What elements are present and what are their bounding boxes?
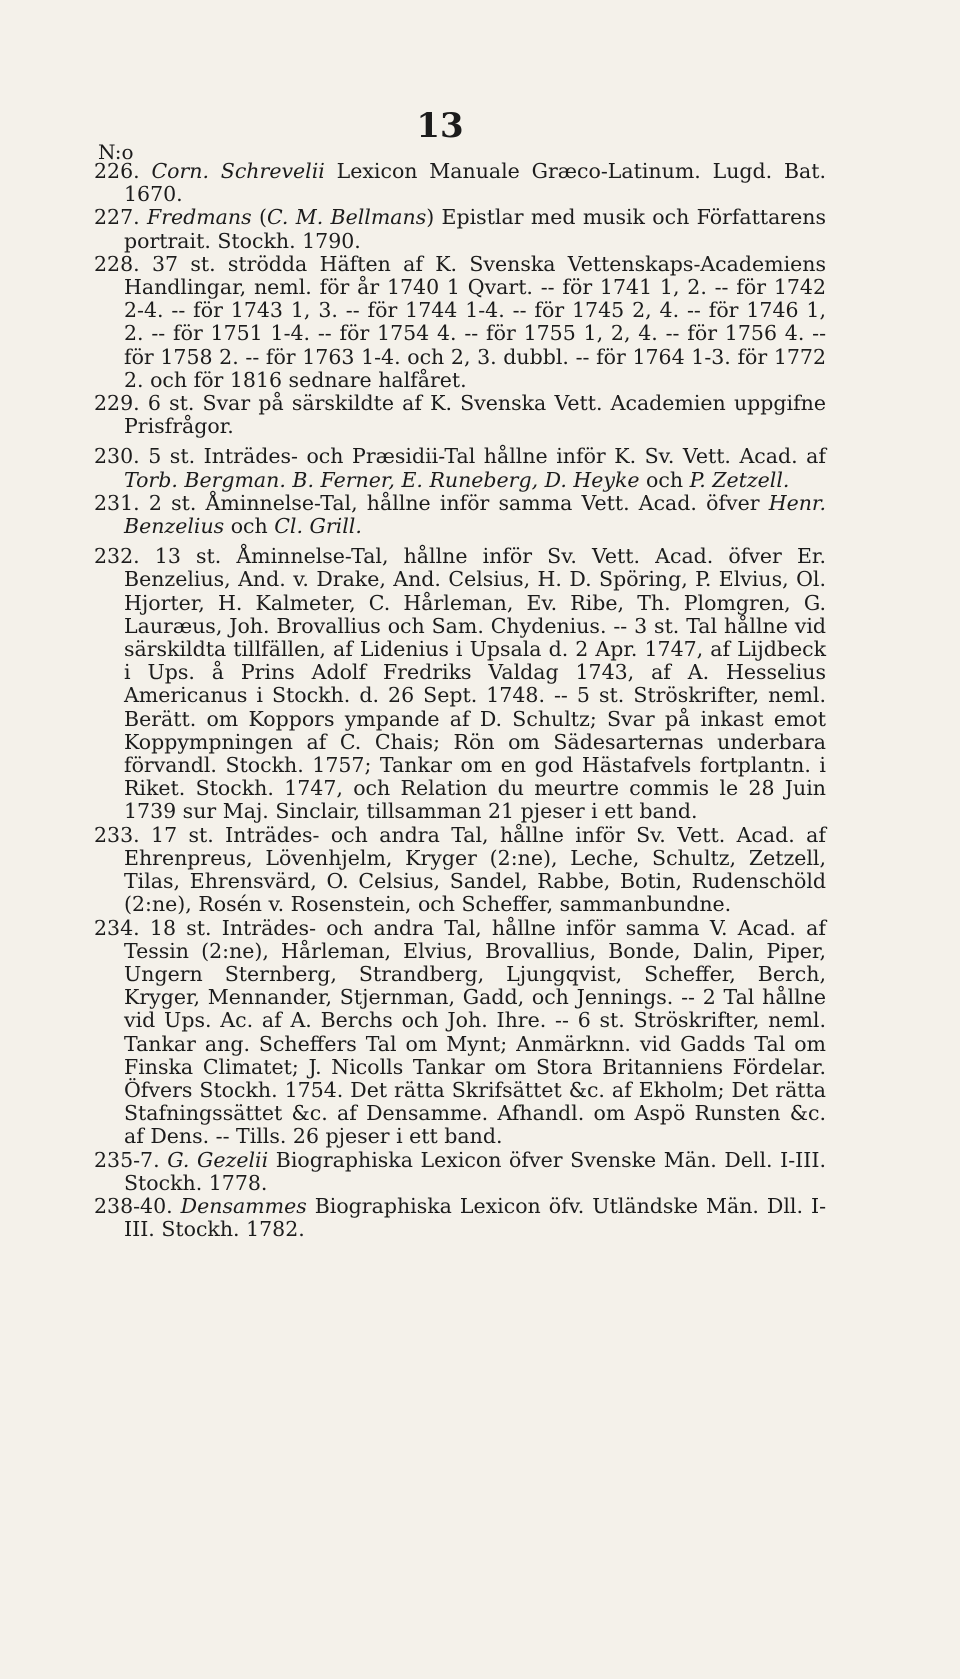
catalogue-entry <box>94 1195 826 1241</box>
entry-text-italic: P. Zetzell. <box>689 467 790 492</box>
entry-text: Biographiska Lexicon öfver Svenske Män. Dell. I-III. Stockh. 1778. <box>124 1147 826 1195</box>
page-number: 13 <box>416 106 464 146</box>
entry-number: 238-40. <box>94 1193 173 1218</box>
entry-number: 231. <box>94 490 140 515</box>
entry-text: 18 st. Inträdes- och andra Tal, hållne inför samma V. Acad. af Tessin (2:ne), Hårleman, Elvius, Brovallius, Bonde, Dalin, Piper, Ungern Sternberg, Strandberg, Ljungqvist, Scheffer, Berch, Kryger, Mennander, Stjernman, Gadd, och Jennings. -- 2 Tal hållne vid Ups. Ac. af A. Berchs och Joh. Ihre. -- 6 st. Ströskrifter, neml. Tankar ang. Scheffers Tal om Mynt; Anmärknn. vid Gadds Tal om Finska Climatet; J. Nicolls Tankar om Stora Britanniens Fördelar. Öfvers Stockh. 1754. Det rätta Skrifsättet &c. af Ekholm; Det rätta Stafningssättet &c. af Densamme. Afhandl. om Aspö Runsten &c. af Dens. -- Tills. 26 pjeser i ett band. <box>124 915 826 1149</box>
entry-number: 229. <box>94 391 140 416</box>
catalogue-entry <box>94 445 826 491</box>
catalogue-entry <box>94 824 826 917</box>
entry-text: ( <box>251 205 267 230</box>
entry-text: och <box>224 514 275 539</box>
entry-text: 13 st. Åminnelse-Tal, hållne inför Sv. Vett. Acad. öfver Er. Benzelius, And. v. Drake, And. Celsius, H. D. Spöring, P. Elvius, Ol. Hjorter, H. Kalmeter, C. Hårleman, Ev. Ribe, Th. Plomgren, G. Lauræus, Joh. Brovallius och Sam. Chydenius. -- 3 st. Tal hållne vid särskildta tillfällen, af Lidenius i Upsala d. 2 Apr. 1747, af Lijdbeck i Ups. å Prins Adolf Fredriks Valdag 1743, af A. Hesselius Americanus i Stockh. d. 26 Sept. 1748. -- 5 st. Ströskrifter, neml. Berätt. om Koppors ympande af D. Schultz; Svar på inkast emot Koppympningen af C. Chais; Rön om Sädesarternas underbara förvandl. Stockh. 1757; Tankar om en god Hästafvels fortplantn. i Riket. Stockh. 1747, och Relation du meurtre commis le 28 Juin 1739 sur Maj. Sinclair, tillsamman 21 pjeser i ett band. <box>124 544 826 824</box>
entry-text: 17 st. Inträdes- och andra Tal, hållne inför Sv. Vett. Acad. af Ehrenpreus, Lövenhjelm, Kryger (2:ne), Leche, Schultz, Zetzell, Tilas, Ehrensvärd, O. Celsius, Sandel, Rabbe, Botin, Rudenschöld (2:ne), Rosén v. Rosenstein, och Scheffer, sammanbundne. <box>124 822 826 917</box>
catalogue-entry <box>94 545 826 823</box>
entry-text-italic: Densammes <box>180 1193 307 1218</box>
entry-text: 2 st. Åminnelse-Tal, hållne inför samma Vett. Acad. öfver <box>148 490 769 515</box>
entry-number: 234. <box>94 915 140 940</box>
entry-number: 226. <box>94 159 140 183</box>
entry-number: 227. <box>94 205 140 230</box>
entry-text-italic: Torb. Bergman. B. Ferner, E. Runeberg, D. Heyke <box>124 467 640 492</box>
entry-text: ) Epistlar med musik och Författarens portrait. Stockh. 1790. <box>124 205 826 253</box>
entry-text-italic: Cl. Grill. <box>274 514 362 539</box>
entry-number: 235-7. <box>94 1147 160 1172</box>
entry-text: och <box>639 467 690 492</box>
entry-text: 37 st. strödda Häften af K. Svenska Vettenskaps-Academiens Handlingar, neml. för år 1740 1 Qvart. -- för 1741 1, 2. -- för 1742 2-4. -- för 1743 1, 3. -- för 1744 1-4. -- för 1745 2, 4. -- för 1746 1, 2. -- för 1751 1-4. -- för 1754 4. -- för 1755 1, 2, 4. -- för 1756 4. -- för 1758 2. -- för 1763 1-4. och 2, 3. dubbl. -- för 1764 1-3. för 1772 2. och för 1816 sednare halfåret. <box>124 251 826 392</box>
entry-text-italic: G. Gezelii <box>167 1147 269 1172</box>
entry-text-italic: Henr. Benzelius <box>124 490 826 539</box>
entry-text-italic: Corn. Schrevelii <box>151 159 325 183</box>
catalogue-entries <box>94 160 826 1241</box>
catalogue-entry <box>94 492 826 538</box>
entry-number: 230. <box>94 444 140 469</box>
catalogue-entry <box>94 160 826 206</box>
entry-text-italic: C. M. Bellmans <box>266 205 427 230</box>
catalogue-entry <box>94 206 826 252</box>
entry-text-italic: Fredmans <box>146 205 252 230</box>
number-column-label: N:o <box>98 140 134 164</box>
catalogue-entry <box>94 1149 826 1195</box>
catalogue-entry <box>94 917 826 1149</box>
entry-text: Lexicon Manuale Græco-Latinum. Lugd. Bat. 1670. <box>124 159 826 207</box>
catalogue-entry <box>94 392 826 438</box>
entry-text: 5 st. Inträdes- och Præsidii-Tal hållne inför K. Sv. Vett. Acad. af <box>148 444 826 469</box>
entry-number: 232. <box>94 544 140 569</box>
entry-text: Biographiska Lexicon öfv. Utländske Män. Dll. I-III. Stockh. 1782. <box>124 1193 826 1242</box>
entry-number: 228. <box>94 251 140 276</box>
entry-number: 233. <box>94 822 140 847</box>
catalogue-entry <box>94 253 826 392</box>
entry-text: 6 st. Svar på särskildte af K. Svenska Vett. Academien uppgifne Prisfrågor. <box>124 391 826 439</box>
